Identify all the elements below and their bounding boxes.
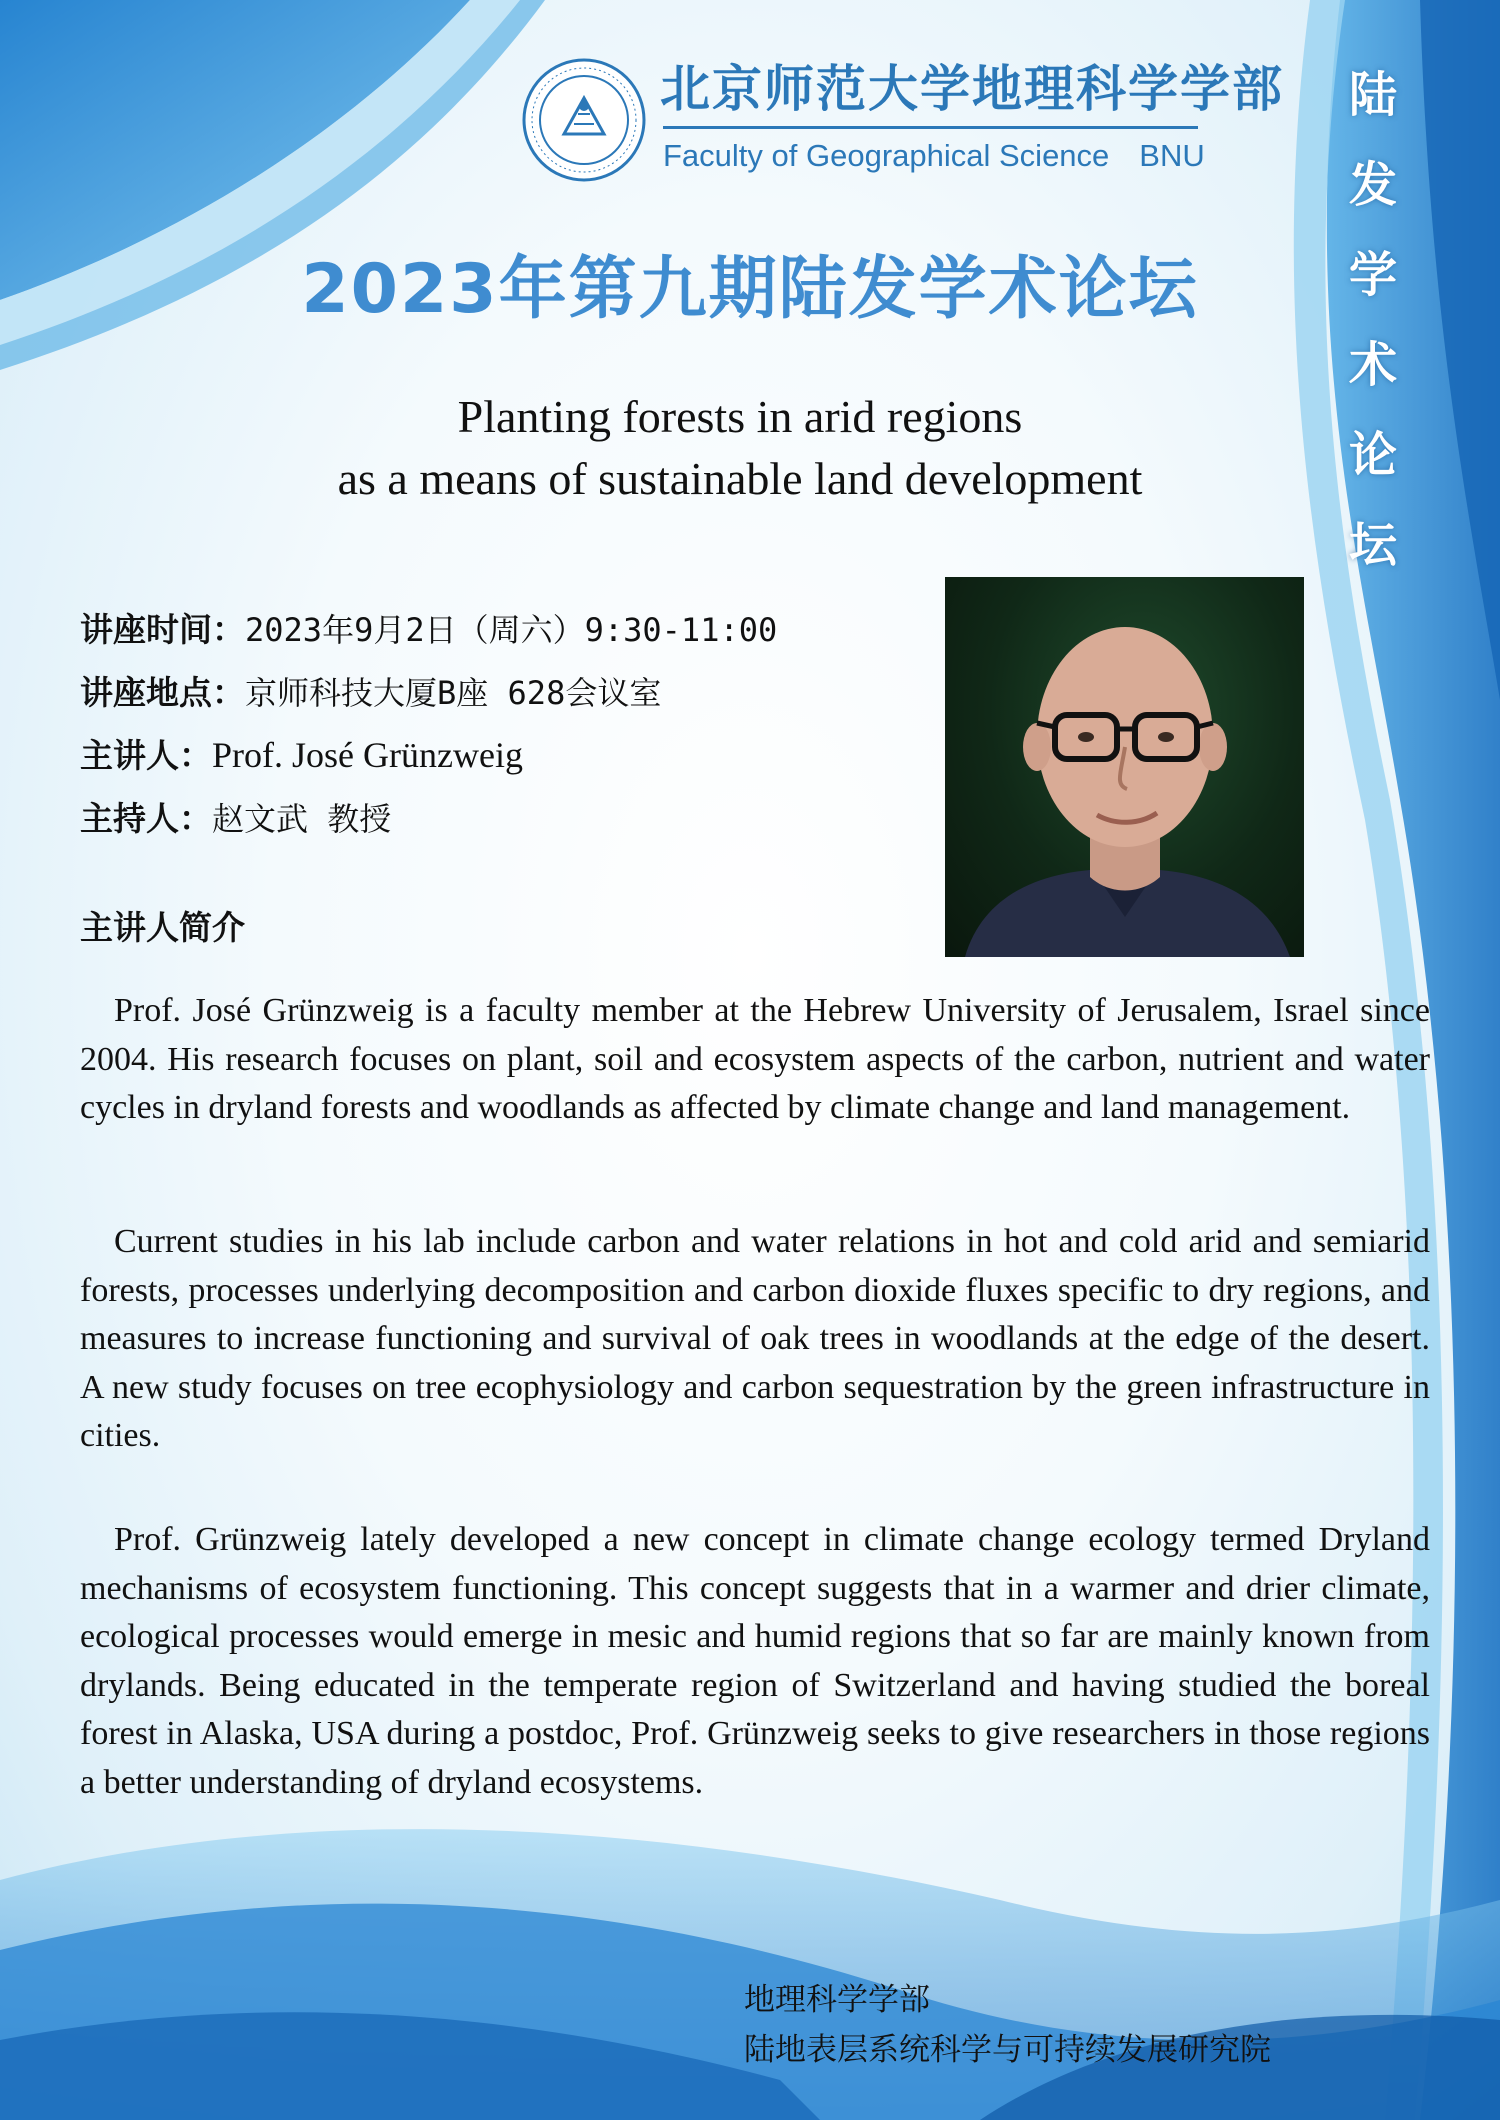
speaker-label: 主讲人： xyxy=(80,736,212,775)
university-abbr: BNU xyxy=(1139,138,1205,173)
side-banner xyxy=(1328,50,1418,590)
talk-title-line: Planting forests in arid regions xyxy=(457,391,1023,442)
organizer-line: 陆地表层系统科学与可持续发展研究院 xyxy=(744,2032,1271,2068)
info-time xyxy=(80,598,900,661)
lecture-info xyxy=(80,598,900,850)
time-value: 2023年9月2日（周六）9:30-11:00 xyxy=(245,611,778,649)
bio-paragraph xyxy=(80,1516,1430,1807)
talk-title-line: as a means of sustainable land development xyxy=(337,453,1143,504)
side-banner-char: 发 xyxy=(1348,157,1397,213)
side-banner-char: 学 xyxy=(1348,247,1397,303)
bio-text: Current studies in his lab include carbon and water relations in hot and cold arid and semiarid forests, processes underlying decomposition and carbon dioxide fluxes specific to dry regions, and measures to increase functioning and survival of oak trees in woodlands at the edge of the desert. A new study focuses on tree ecophysiology and carbon sequestration by the green infrastructure in cities. xyxy=(80,1223,1430,1454)
side-banner-char: 术 xyxy=(1348,337,1397,393)
info-speaker xyxy=(80,724,900,787)
side-banner-char: 陆 xyxy=(1348,67,1397,123)
bio-paragraph xyxy=(80,1218,1430,1461)
info-host xyxy=(80,787,900,850)
info-place xyxy=(80,661,900,724)
organizer-line: 地理科学学部 xyxy=(744,1982,930,2018)
faculty-name: Faculty of Geographical Science xyxy=(663,138,1110,173)
header-divider xyxy=(663,126,1198,129)
speaker-photo xyxy=(945,577,1304,957)
host-value: 赵文武 教授 xyxy=(212,800,392,838)
side-banner-char: 坛 xyxy=(1348,517,1397,573)
place-value: 京师科技大厦B座 628会议室 xyxy=(245,674,662,712)
side-banner-char: 论 xyxy=(1348,427,1397,483)
university-name-en xyxy=(663,136,1223,176)
speaker-value: Prof. José Grünzweig xyxy=(212,735,523,775)
time-label: 讲座时间： xyxy=(80,610,245,649)
bio-text: Prof. Grünzweig lately developed a new concept in climate change ecology termed Dryland mechanisms of ecosystem functioning. This concept suggests that in a warmer and drier climate, ecological processes would emerge in mesic and humid regions that so far are mainly known from drylands. Being educated in the temperate region of Switzerland and having studied the boreal forest in Alaska, USA during a postdoc, Prof. Grünzweig seeks to give researchers in those regions a better understanding of dryland ecosystems. xyxy=(80,1521,1430,1801)
bio-heading: 主讲人简介 xyxy=(80,908,245,947)
bnu-seal-icon xyxy=(522,58,646,182)
host-label: 主持人： xyxy=(80,799,212,838)
university-name-cn: 北京师范大学地理科学学部 xyxy=(660,59,1284,118)
talk-title xyxy=(180,386,1300,510)
bio-text: Prof. José Grünzweig is a faculty member at the Hebrew University of Jerusalem, Israel since 2004. His research focuses on plant, soil and ecosystem aspects of the carbon, nutrient and water cycles in dryland forests and woodlands as affected by climate change and land management. xyxy=(80,992,1430,1126)
forum-title: 2023年第九期陆发学术论坛 xyxy=(301,250,1199,329)
bio-paragraph xyxy=(80,987,1430,1133)
organizer-footer xyxy=(744,1975,1271,2075)
place-label: 讲座地点： xyxy=(80,673,245,712)
portrait-icon xyxy=(945,577,1304,957)
